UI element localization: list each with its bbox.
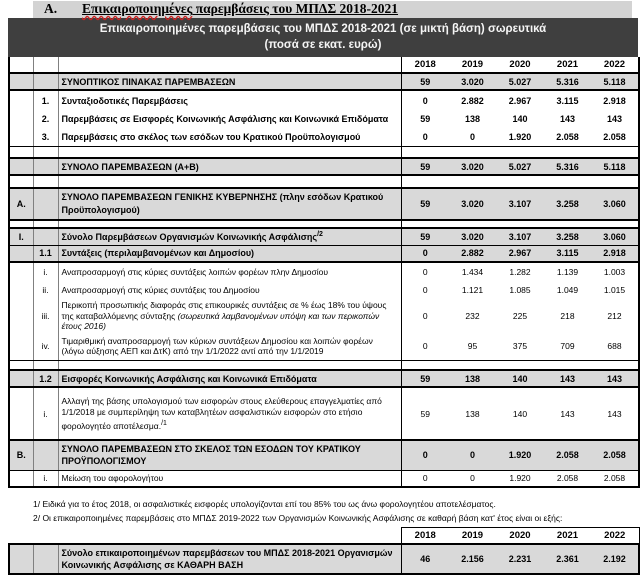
- spacer-cell: [496, 175, 544, 188]
- row-letter-cell: Α.: [9, 188, 33, 220]
- row-letter-cell: Ι.: [9, 228, 33, 245]
- table-title-bar: [8, 18, 638, 57]
- spacer-cell: [449, 220, 496, 228]
- bottom-year-blank: [58, 528, 401, 544]
- row-value: 140: [512, 114, 528, 124]
- spacer-cell: [33, 146, 58, 158]
- spacer-cell: [449, 146, 496, 158]
- spacer-cell: [544, 175, 591, 188]
- row-letter-cell: [9, 299, 33, 333]
- row-value: 59: [420, 114, 431, 124]
- row-desc-cell: [58, 228, 401, 245]
- row-desc-cell: Αναπροσαρμογή στις κύριες συντάξεις του Δημοσίου: [58, 281, 401, 299]
- spacer-cell: [591, 146, 639, 158]
- row-desc-text: Περικοπή προσωπικής διαφοράς στις επικουρικές συντάξεις σε % έως 18% του ύψους της καταβαλλόμενης σύνταξης: [61, 300, 387, 321]
- row-value: 0: [401, 470, 449, 487]
- doc-heading-title: [82, 1, 398, 16]
- row-desc-cell: Συνταξιοδοτικές Παρεμβάσεις: [58, 90, 401, 110]
- row-value: 1.920: [496, 440, 544, 470]
- row-value: 1.003: [591, 262, 639, 281]
- row-value: 3.020: [449, 228, 496, 245]
- row-letter-cell: [9, 90, 33, 110]
- row-desc-cell: ΣΥΝΟΠΤΙΚΟΣ ΠΙΝΑΚΑΣ ΠΑΡΕΜΒΑΣΕΩΝ: [58, 73, 401, 90]
- row-value: 3.060: [591, 188, 639, 220]
- row-desc-cell: ΣΥΝΟΛΟ ΠΑΡΕΜΒΑΣΕΩΝ ΣΤΟ ΣΚΕΛΟΣ ΤΩΝ ΕΣΟΔΩΝ ΤΟΥ ΚΡΑΤΙΚΟΥ ΠΡΟΫΠΟΛΟΓΙΣΜΟΥ: [58, 440, 401, 470]
- row-value: 5.118: [591, 73, 639, 90]
- spacer-cell: [544, 146, 591, 158]
- footnote-2: 2/ Οι επικαιροποιημένες παρεμβάσεις στο ΜΠΔΣ 2019-2022 των Οργανισμών Κοινωνικής Ασφάλισης σε καθαρή βάση κατ' έτος είναι οι εξής:: [33, 513, 563, 523]
- row-value: 1.049: [556, 285, 579, 295]
- row-value: 2.361: [544, 544, 591, 574]
- spacer-cell: [33, 220, 58, 228]
- row-value: 2.058: [544, 440, 591, 470]
- year-header-blank: [33, 57, 58, 73]
- doc-heading-title-rest: παρεμβάσεις του ΜΠΔΣ 2018-2021: [192, 1, 399, 16]
- row-value: 2.058: [544, 128, 591, 146]
- row-letter-cell: [9, 245, 33, 262]
- row-letter-cell: [9, 470, 33, 487]
- row-value: 212: [591, 299, 639, 333]
- spacer-row: [9, 175, 639, 188]
- row-value: 1.282: [509, 267, 531, 277]
- row-desc-cell: Τιμαριθμική αναπροσαρμογή των κύριων συντάξεων Δημοσίου και λοιπών φορέων (λόγω αύξησης ΑΕΠ και ΔτΚ) από την 1/1/2022 αντί από την 1/1/2019: [58, 333, 401, 360]
- spacer-cell: [58, 175, 401, 188]
- row-value: 143: [544, 370, 591, 387]
- row-index-cell: 2.: [33, 110, 58, 128]
- year-header-row: [9, 57, 639, 73]
- table-row-2: [9, 110, 639, 128]
- row-index-cell: i.: [33, 470, 58, 487]
- row-value: 59: [401, 188, 449, 220]
- spacer-cell: [9, 146, 33, 158]
- table-row-i: [9, 262, 639, 281]
- bottom-year-blank: [9, 528, 33, 544]
- footnote-ref: /1: [161, 419, 167, 427]
- year-cell: 2021: [544, 528, 591, 544]
- spacer-cell: [9, 360, 33, 370]
- row-value: 1.085: [509, 285, 531, 295]
- row-index-cell: [33, 158, 58, 175]
- table-row-section-i: [9, 228, 639, 245]
- spacer-cell: [449, 360, 496, 370]
- row-desc-cell: Μείωση του αφορολογήτου: [58, 470, 401, 487]
- spacer-cell: [496, 220, 544, 228]
- row-letter-cell: Β.: [9, 440, 33, 470]
- row-desc-italic: (σωρευτικά λαμβανομένων υπόψη και των περικοπών έτους 2016): [61, 310, 380, 332]
- bottom-table-row: [9, 544, 639, 574]
- row-desc-cell: Συντάξεις (περιλαμβανομένων και Δημοσίου): [58, 245, 401, 262]
- row-value: 59: [401, 370, 449, 387]
- row-value: 59: [401, 158, 449, 175]
- row-value: 0: [449, 128, 496, 146]
- row-index-cell: [33, 188, 58, 220]
- row-value: 709: [544, 333, 591, 360]
- row-value: 2.058: [591, 470, 639, 487]
- table-row-1-2-i: [9, 387, 639, 440]
- row-value: 0: [401, 440, 449, 470]
- spacer-cell: [544, 220, 591, 228]
- row-value: 5.316: [544, 158, 591, 175]
- row-value: 1.920: [496, 470, 544, 487]
- year-header-blank: [58, 57, 401, 73]
- row-value: 3.107: [496, 188, 544, 220]
- row-index-cell: i.: [33, 262, 58, 281]
- spacer-cell: [33, 175, 58, 188]
- row-desc-cell: ΣΥΝΟΛΟ ΠΑΡΕΜΒΑΣΕΩΝ (Α+Β): [58, 158, 401, 175]
- spacer-cell: [9, 175, 33, 188]
- row-value: 3.020: [449, 158, 496, 175]
- main-table: [8, 57, 640, 488]
- spacer-cell: [544, 360, 591, 370]
- year-cell: 2021: [556, 59, 579, 70]
- row-value: 2.918: [591, 245, 639, 262]
- row-value: 140: [496, 370, 544, 387]
- row-value: 2.058: [591, 440, 639, 470]
- spacer-cell: [401, 146, 449, 158]
- row-value: 0: [422, 285, 428, 295]
- row-letter-cell: [9, 387, 33, 440]
- row-value: 138: [464, 114, 481, 124]
- spacer-cell: [591, 220, 639, 228]
- spacer-cell: [58, 220, 401, 228]
- year-header-blank: [9, 57, 33, 73]
- row-index-cell: iv.: [33, 333, 58, 360]
- row-value: 5.027: [496, 73, 544, 90]
- row-index-cell: [33, 544, 58, 574]
- row-value: 2.156: [449, 544, 496, 574]
- row-value: 1.139: [556, 267, 579, 277]
- table-row-iv: [9, 333, 639, 360]
- footnote-ref: /2: [317, 231, 323, 239]
- row-desc-text: Σύνολο Παρεμβάσεων Οργανισμών Κοινωνικής Ασφάλισης: [61, 232, 318, 243]
- row-value: 0: [401, 245, 449, 262]
- table-row-ii: [9, 281, 639, 299]
- row-value: 143: [591, 110, 639, 128]
- row-desc-cell: Παρεμβάσεις στο σκέλος των εσόδων του Κρατικού Προϋπολογισμού: [58, 128, 401, 146]
- row-letter-cell: [9, 333, 33, 360]
- year-cell: 2018: [414, 59, 436, 70]
- row-value: 59: [401, 387, 449, 440]
- bottom-year-blank: [33, 528, 58, 544]
- row-value: 1.920: [496, 128, 544, 146]
- year-cell: 2019: [461, 59, 484, 70]
- row-value: 1.015: [591, 281, 639, 299]
- table-row-summary: [9, 73, 639, 90]
- row-value: 3.258: [544, 188, 591, 220]
- row-index-cell: 1.1: [33, 245, 58, 262]
- row-desc-cell: ΣΥΝΟΛΟ ΠΑΡΕΜΒΑΣΕΩΝ ΓΕΝΙΚΗΣ ΚΥΒΕΡΝΗΣΗΣ (πλην εσόδων Κρατικού Προϋπολογισμού): [58, 188, 401, 220]
- row-value: 143: [591, 370, 639, 387]
- row-value: 5.027: [496, 158, 544, 175]
- row-value: 0: [449, 470, 496, 487]
- row-value: 2.058: [591, 128, 639, 146]
- row-value: 2.882: [461, 95, 484, 106]
- row-value: 225: [512, 311, 528, 321]
- row-desc-cell: Εισφορές Κοινωνικής Ασφάλισης και Κοινωνικά Επιδόματα: [58, 370, 401, 387]
- row-value: 2.231: [496, 544, 544, 574]
- spacer-cell: [496, 360, 544, 370]
- row-index-cell: ii.: [33, 281, 58, 299]
- row-value: 3.060: [591, 228, 639, 245]
- table-row-1: [9, 90, 639, 110]
- row-value: 3.258: [544, 228, 591, 245]
- row-value: 59: [401, 73, 449, 90]
- year-cell: 2022: [591, 57, 639, 73]
- row-value: 59: [401, 228, 449, 245]
- spacer-row: [9, 360, 639, 370]
- spacer-cell: [449, 175, 496, 188]
- table-title-line2: (ποσά σε εκατ. ευρώ): [264, 39, 382, 51]
- row-letter-cell: [9, 110, 33, 128]
- row-value: 5.118: [591, 158, 639, 175]
- footnote-1: 1/ Ειδικά για το έτος 2018, οι ασφαλιστικές εισφορές υπολογίζονται επί του 85% του ως άνω φορολογητέου αποτελέσματος.: [33, 499, 496, 509]
- row-desc-cell: Σύνολο επικαιροποιημένων παρεμβάσεων του ΜΠΔΣ 2018-2021 Οργανισμών Κοινωνικής Ασφάλισης σε ΚΑΘΑΡΗ ΒΑΣΗ: [58, 544, 401, 574]
- row-value: 218: [560, 311, 575, 321]
- row-value: 3.020: [449, 73, 496, 90]
- row-desc-cell: Παρεμβάσεις σε Εισφορές Κοινωνικής Ασφάλισης και Κοινωνικά Επιδόματα: [58, 110, 401, 128]
- row-desc-cell: Αναπροσαρμογή στις κύριες συντάξεις λοιπών φορέων πλην Δημοσίου: [58, 262, 401, 281]
- row-value: 2.918: [591, 90, 639, 110]
- row-index-cell: i.: [33, 387, 58, 440]
- row-value: 2.058: [544, 470, 591, 487]
- row-letter-cell: [9, 73, 33, 90]
- spacer-cell: [591, 175, 639, 188]
- spacer-cell: [401, 360, 449, 370]
- row-value: 0: [422, 267, 428, 277]
- spacer-cell: [401, 220, 449, 228]
- row-value: 0: [422, 311, 428, 321]
- row-value: 0: [449, 440, 496, 470]
- row-value: 143: [559, 114, 576, 124]
- table-row-3: [9, 128, 639, 146]
- row-value: 0: [401, 333, 449, 360]
- bottom-table: [8, 527, 640, 575]
- year-cell: 2020: [496, 528, 544, 544]
- table-row-1-1: [9, 245, 639, 262]
- spacer-cell: [496, 146, 544, 158]
- row-value: 2.882: [449, 245, 496, 262]
- row-index-cell: [33, 440, 58, 470]
- row-letter-cell: [9, 370, 33, 387]
- doc-heading-letter: Α.: [44, 1, 58, 16]
- row-value: 95: [449, 333, 496, 360]
- year-cell: 2020: [509, 59, 531, 70]
- row-letter-cell: [9, 128, 33, 146]
- row-value: 375: [496, 333, 544, 360]
- spacer-cell: [58, 360, 401, 370]
- spacer-cell: [58, 146, 401, 158]
- row-value: 232: [465, 311, 480, 321]
- row-value: 143: [591, 387, 639, 440]
- row-value: 3.115: [556, 95, 579, 106]
- row-index-cell: 1.2: [33, 370, 58, 387]
- row-desc-cell: [58, 299, 401, 333]
- doc-heading: [33, 1, 632, 18]
- row-desc-text: Αλλαγή της βάσης υπολογισμού των εισφορών στους ελεύθερους επαγγελματίες από 1/1/2018 με συμπερίληψη των καταβλητέων ασφαλιστικών εισφορών στο ετήσιο φορολογητέο αποτέλεσμα.: [61, 395, 382, 431]
- row-index-cell: 1.: [33, 90, 58, 110]
- year-cell: 2018: [401, 528, 449, 544]
- spacer-row: [9, 220, 639, 228]
- row-letter-cell: [9, 281, 33, 299]
- row-value: 138: [449, 370, 496, 387]
- row-value: 2.192: [591, 544, 639, 574]
- row-value: 1.434: [461, 267, 484, 277]
- bottom-year-header-row: [9, 528, 639, 544]
- row-value: 3.107: [496, 228, 544, 245]
- row-value: 3.115: [544, 245, 591, 262]
- row-index-cell: iii.: [33, 299, 58, 333]
- table-row-b-i: [9, 470, 639, 487]
- year-cell: 2019: [449, 528, 496, 544]
- spacer-cell: [591, 360, 639, 370]
- row-value: 1.121: [461, 285, 484, 295]
- table-row-1-2: [9, 370, 639, 387]
- row-index-cell: [33, 73, 58, 90]
- table-row-total-ab: [9, 158, 639, 175]
- table-row-section-a: [9, 188, 639, 220]
- spacer-cell: [401, 175, 449, 188]
- row-value: 2.967: [496, 245, 544, 262]
- spacer-cell: [9, 220, 33, 228]
- row-desc-cell: [58, 387, 401, 440]
- row-value: 140: [496, 387, 544, 440]
- footnotes: [33, 499, 640, 523]
- row-index-cell: [33, 228, 58, 245]
- spacer-cell: [33, 360, 58, 370]
- year-cell: 2022: [591, 528, 639, 544]
- table-title-line1: Επικαιροποιημένες παρεμβάσεις του ΜΠΔΣ 2018-2021 (σε μικτή βάση) σωρευτικά: [99, 23, 547, 35]
- table-row-section-b: [9, 440, 639, 470]
- row-value: 138: [449, 387, 496, 440]
- spacer-row: [9, 146, 639, 158]
- row-index-cell: 3.: [33, 128, 58, 146]
- row-value: 2.967: [508, 95, 532, 106]
- row-value: 143: [544, 387, 591, 440]
- row-value: 0: [401, 128, 449, 146]
- row-letter-cell: [9, 262, 33, 281]
- row-value: 5.316: [544, 73, 591, 90]
- row-letter-cell: [9, 544, 33, 574]
- row-value: 46: [401, 544, 449, 574]
- row-letter-cell: [9, 158, 33, 175]
- row-value: 3.020: [449, 188, 496, 220]
- table-row-iii: [9, 299, 639, 333]
- doc-heading-title-word1: Επικαιροποιημένες: [82, 1, 193, 16]
- row-value: 0: [422, 95, 428, 106]
- row-value: 688: [591, 333, 639, 360]
